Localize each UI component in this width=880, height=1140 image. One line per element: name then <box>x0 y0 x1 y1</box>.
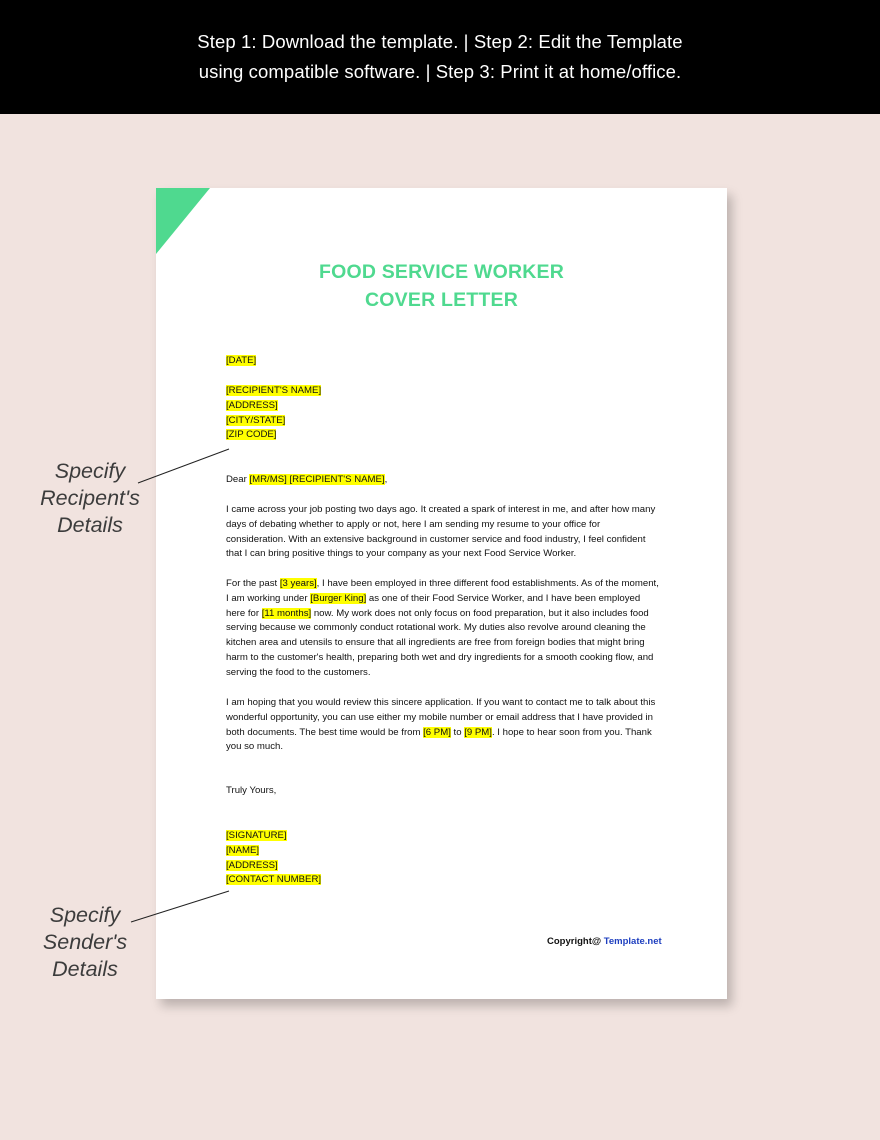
greeting-name: [RECIPIENT'S NAME] <box>289 474 385 485</box>
recipient-address: [ADDRESS] <box>226 399 278 411</box>
closing: Truly Yours, <box>226 785 277 796</box>
banner-line-2: using compatible software. | Step 3: Print it at home/office. <box>198 61 682 82</box>
template-link[interactable]: Template.net <box>603 936 662 947</box>
title-line-1: FOOD SERVICE WORKER <box>318 261 565 283</box>
end-time-placeholder: [9 PM] <box>464 726 492 738</box>
recipient-leader-line <box>138 449 229 483</box>
years-placeholder: [3 years] <box>279 578 317 589</box>
sender-callout: Specify Sender's Details <box>42 903 128 981</box>
start-time-placeholder: [6 PM] <box>423 726 451 738</box>
paragraph-3: I am hoping that you would review this sincere application. If you want to contact me to talk about this wonderful opportunity, you can use either my mobile number or email address that I have provided in both documents. The best time would be from [6 PM] to [9 PM]. I hope to hear soon from you. Thank you so much. <box>226 697 656 753</box>
sender-leader-line <box>131 891 229 922</box>
greeting-title: [MR/MS] <box>249 474 287 485</box>
greeting: Dear [MR/MS] [RECIPIENT'S NAME], <box>226 474 388 485</box>
sender-name: [NAME] <box>226 844 260 856</box>
title-line-2: COVER LETTER <box>365 289 518 311</box>
recipient-zip: [ZIP CODE] <box>226 429 277 441</box>
months-placeholder: [11 months] <box>261 607 312 619</box>
recipient-city-state: [CITY/STATE] <box>226 414 286 426</box>
sender-address: [ADDRESS] <box>226 859 278 871</box>
date-placeholder: [DATE] <box>226 355 257 366</box>
paragraph-2: For the past [3 years], I have been employed in three different food establishments. As of the moment, I am working under [Burger King] as one of their Food Service Worker, and I have been employed here for [11 months] now. My work does not only focus on food preparation, but it also includes food serving because we commonly conduct rotational work. My duties also revolve around cleaning the kitchen area and utensils to ensure that all ingredients are free from foreign bodies that might bring harm to the customer's health, preparing both wet and dry ingredients for a smooth cooking flow, and serving the food to the customers. <box>226 578 659 678</box>
sender-contact: [CONTACT NUMBER] <box>226 874 322 886</box>
copyright-notice: Copyright@ Template.net <box>547 936 662 947</box>
banner-line-1: Step 1: Download the template. | Step 2: Edit the Template <box>197 31 683 52</box>
recipient-name: [RECIPIENT'S NAME] <box>226 385 322 396</box>
sender-signature: [SIGNATURE] <box>226 830 287 841</box>
recipient-callout: Specify Recipent's Details <box>40 459 140 537</box>
paragraph-1: I came across your job posting two days ago. It created a spark of interest in me, and after how many days of debating whether to apply or not, here I am sending my resume to your office for consideration. With an extensive background in customer service and food industry, I feel confident that I can bring positive things to your company as your next Food Service Worker. <box>226 504 656 560</box>
company-placeholder: [Burger King] <box>310 592 367 604</box>
